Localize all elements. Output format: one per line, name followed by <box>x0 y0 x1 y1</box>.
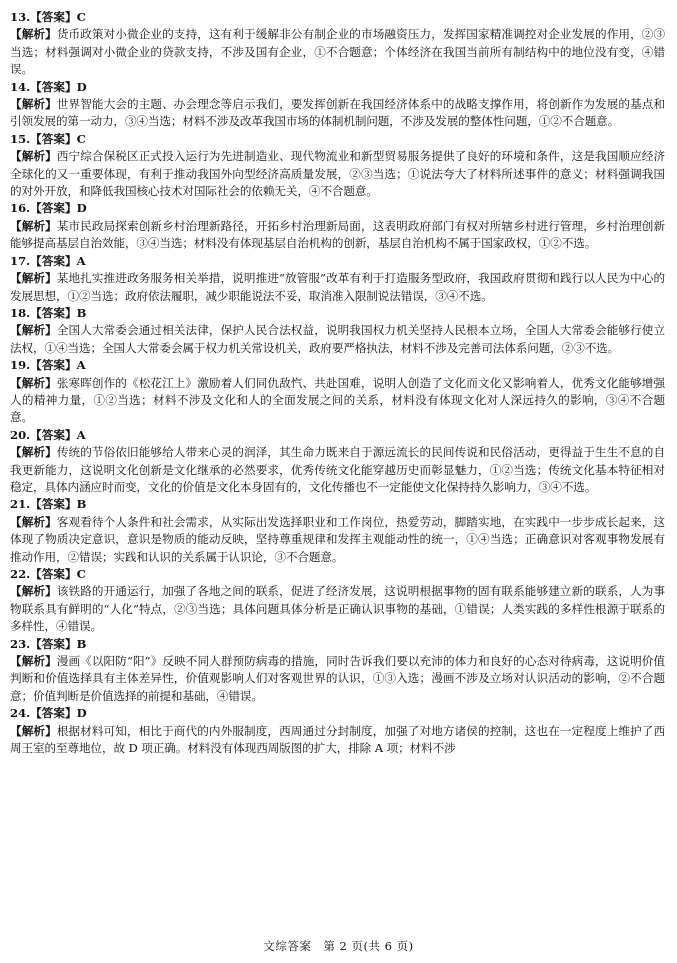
answer-line <box>10 636 665 653</box>
explanation-tag: 【解析】 <box>10 323 57 338</box>
answer-letter: C <box>76 131 86 146</box>
question-number: 24. <box>10 706 31 721</box>
explanation <box>10 653 665 705</box>
answer-item-20 <box>10 427 665 497</box>
explanation-tag: 【解析】 <box>10 445 57 460</box>
explanation <box>10 322 665 357</box>
explanation-tag: 【解析】 <box>10 27 57 42</box>
question-number: 20. <box>10 427 31 442</box>
question-number: 22. <box>10 567 31 581</box>
question-number: 18. <box>10 305 31 320</box>
explanation-text: 世界智能大会的主题、办会理念等启示我们，要发挥创新在我国经济体系中的战略支撑作用，将创新作为发展的基点和引领发展的第一动力，③④当选；材料不涉及改革我国市场的体制机制问题，不涉及发展的整体性问题，①②不合题意。 <box>10 97 665 129</box>
answer-item-24 <box>10 705 665 757</box>
explanation <box>10 26 665 78</box>
explanation <box>10 444 665 496</box>
question-number: 19. <box>10 358 31 373</box>
question-number: 15. <box>10 131 31 146</box>
explanation <box>10 723 665 758</box>
answer-line <box>10 496 665 513</box>
explanation-text: 根据材料可知，相比于商代的内外服制度，西周通过分封制度，加强了对地方诸侯的控制，这也在一定程度上维护了西周王室的至尊地位，故 D 项正确。材料没有体现西周版图的扩大，排除 A 项；材料不涉 <box>10 723 665 756</box>
answer-line <box>10 200 665 217</box>
explanation <box>10 270 665 305</box>
answer-tag: 【答案】 <box>30 79 77 94</box>
explanation-text: 西宁综合保税区正式投入运行为先进制造业、现代物流业和新型贸易服务提供了良好的环境和条件，这是我国顺应经济全球化的又一重要体现，有利于推动我国外向型经济高质量发展，②③当选；①说法夸大了材料所述事件的意义；材料强调我国的对外开放，和降低我国核心技术对国际社会的依赖无关，④不合题意。 <box>10 149 665 199</box>
answer-tag: 【答案】 <box>30 427 77 442</box>
answer-tag: 【答案】 <box>30 253 77 268</box>
question-number: 14. <box>10 79 31 94</box>
explanation-tag: 【解析】 <box>10 654 57 669</box>
answer-letter: C <box>76 10 86 24</box>
answer-tag: 【答案】 <box>30 305 77 320</box>
page-footer: 文综答案 第 2 页(共 6 页) <box>263 939 414 953</box>
explanation-text: 张寒晖创作的《松花江上》激励着人们同仇敌忾、共赴国难，说明人创造了文化而文化又影响着人，优秀文化能够增强人的精神力量，①②当选；材料不涉及文化和人的全面发展之间的关系，材料没有体现文化对人深远持久的影响，③④不合题意。 <box>10 375 665 425</box>
explanation <box>10 96 665 131</box>
answer-list <box>10 9 665 757</box>
explanation-tag: 【解析】 <box>10 97 57 112</box>
explanation-tag: 【解析】 <box>10 375 57 390</box>
answer-line <box>10 79 665 96</box>
answer-line <box>10 131 665 148</box>
explanation-tag: 【解析】 <box>10 723 57 738</box>
answer-tag: 【答案】 <box>30 636 77 651</box>
explanation-tag: 【解析】 <box>10 149 57 164</box>
question-number: 17. <box>10 253 31 268</box>
answer-tag: 【答案】 <box>30 358 77 373</box>
explanation-text: 客观看待个人条件和社会需求，从实际出发选择职业和工作岗位，热爱劳动，脚踏实地，在实践中一步步成长起来，这体现了物质决定意识，意识是物质的能动反映，坚持尊重规律和发挥主观能动性的统一，①④当选；正确意识对客观事物发展有推动作用，②错误；实践和认识的关系属于认识论，③不合题意。 <box>10 514 665 564</box>
explanation <box>10 148 665 200</box>
question-number: 16. <box>10 201 31 216</box>
explanation-tag: 【解析】 <box>10 584 57 599</box>
answer-item-14 <box>10 79 665 131</box>
explanation-text: 该铁路的开通运行，加强了各地之间的联系，促进了经济发展，这说明根据事物的固有联系能够建立新的联系，人为事物联系具有鲜明的“人化”特点，②③当选；具体问题具体分析是正确认识事物的基础，①错误；人类实践的多样性根源于联系的多样性，④错误。 <box>10 584 665 634</box>
answer-item-17 <box>10 253 665 305</box>
answer-line <box>10 9 665 26</box>
answer-item-19 <box>10 357 665 427</box>
question-number: 13. <box>10 10 31 24</box>
answer-line <box>10 566 665 583</box>
answer-line <box>10 253 665 270</box>
answer-tag: 【答案】 <box>30 10 77 24</box>
answer-line <box>10 305 665 322</box>
answer-letter: B <box>76 305 87 320</box>
question-number: 23. <box>10 636 31 651</box>
answer-tag: 【答案】 <box>30 201 77 216</box>
answer-letter: C <box>76 567 86 581</box>
answer-line <box>10 705 665 722</box>
explanation-text: 漫画《以阳防“阳”》反映不同人群预防病毒的措施，同时告诉我们要以充沛的体力和良好的心态对待病毒，这说明价值判断和价值选择具有主体差异性，价值观影响人们对客观世界的认识，①③入选；漫画不涉及立场对认识活动的影响，②不合题意；价值判断是价值选择的前提和基础，④错误。 <box>10 654 665 703</box>
answer-item-23 <box>10 636 665 706</box>
answer-item-13 <box>10 9 665 79</box>
answer-tag: 【答案】 <box>30 131 77 146</box>
question-number: 21. <box>10 497 31 512</box>
explanation <box>10 375 665 427</box>
explanation-text: 全国人大常委会通过相关法律，保护人民合法权益，说明我国权力机关坚持人民根本立场，全国人大常委会能够行使立法权，①④当选；全国人大常委会属于权力机关常设机关，政府要严格执法，材料不涉及完善司法体系问题，②③不选。 <box>10 323 665 355</box>
answer-item-21 <box>10 496 665 566</box>
answer-letter: A <box>76 253 86 268</box>
explanation-tag: 【解析】 <box>10 218 57 233</box>
answer-letter: B <box>76 497 87 512</box>
answer-line <box>10 427 665 444</box>
answer-item-22 <box>10 566 665 636</box>
answer-tag: 【答案】 <box>30 497 77 512</box>
answer-item-15 <box>10 131 665 201</box>
explanation <box>10 514 665 566</box>
explanation-tag: 【解析】 <box>10 271 57 286</box>
answer-letter: D <box>76 706 87 721</box>
answer-line <box>10 357 665 374</box>
answer-tag: 【答案】 <box>30 706 77 721</box>
explanation <box>10 218 665 253</box>
answer-letter: A <box>76 427 86 442</box>
explanation-text: 某地扎实推进政务服务相关举措，说明推进“放管服”改革有利于打造服务型政府，我国政府贯彻和践行以人民为中心的发展思想，①②当选；政府依法履职，减少职能说法不妥，取消准入限制说法错误，③④不选。 <box>10 271 665 303</box>
explanation-text: 某市民政局探索创新乡村治理新路径，开拓乡村治理新局面，这表明政府部门有权对所辖乡村进行管理，乡村治理创新能够提高基层自治效能，③④当选；材料没有体现基层自治机构的创新，基层自治机构不属于国家政权，①②不选。 <box>10 218 665 251</box>
answer-item-18 <box>10 305 665 357</box>
explanation-tag: 【解析】 <box>10 514 57 529</box>
explanation <box>10 583 665 635</box>
answer-tag: 【答案】 <box>30 567 77 581</box>
explanation-text: 传统的节俗依旧能够给人带来心灵的润泽，其生命力既来自于源远流长的民间传说和民俗活动，更得益于生生不息的自我更新能力，这说明文化创新是文化继承的必然要求，优秀传统文化能穿越历史而彰显魅力，①②当选；传统文化基本特征相对稳定，具体内涵应时而变，文化的价值是文化本身固有的，文化传播也不一定能使文化保持持久影响力，③④不选。 <box>10 445 665 494</box>
explanation-text: 货币政策对小微企业的支持，这有利于缓解非公有制企业的市场融资压力，发挥国家精准调控对企业发展的作用，②③当选；材料强调对小微企业的贷款支持，不涉及国有企业，①不合题意；个体经济在我国当前所有制结构中的地位没有变，④错误。 <box>10 27 665 77</box>
answer-letter: A <box>76 358 86 373</box>
answer-item-16 <box>10 200 665 252</box>
answer-letter: D <box>76 201 87 216</box>
answer-letter: D <box>76 79 87 94</box>
answer-letter: B <box>76 636 87 651</box>
